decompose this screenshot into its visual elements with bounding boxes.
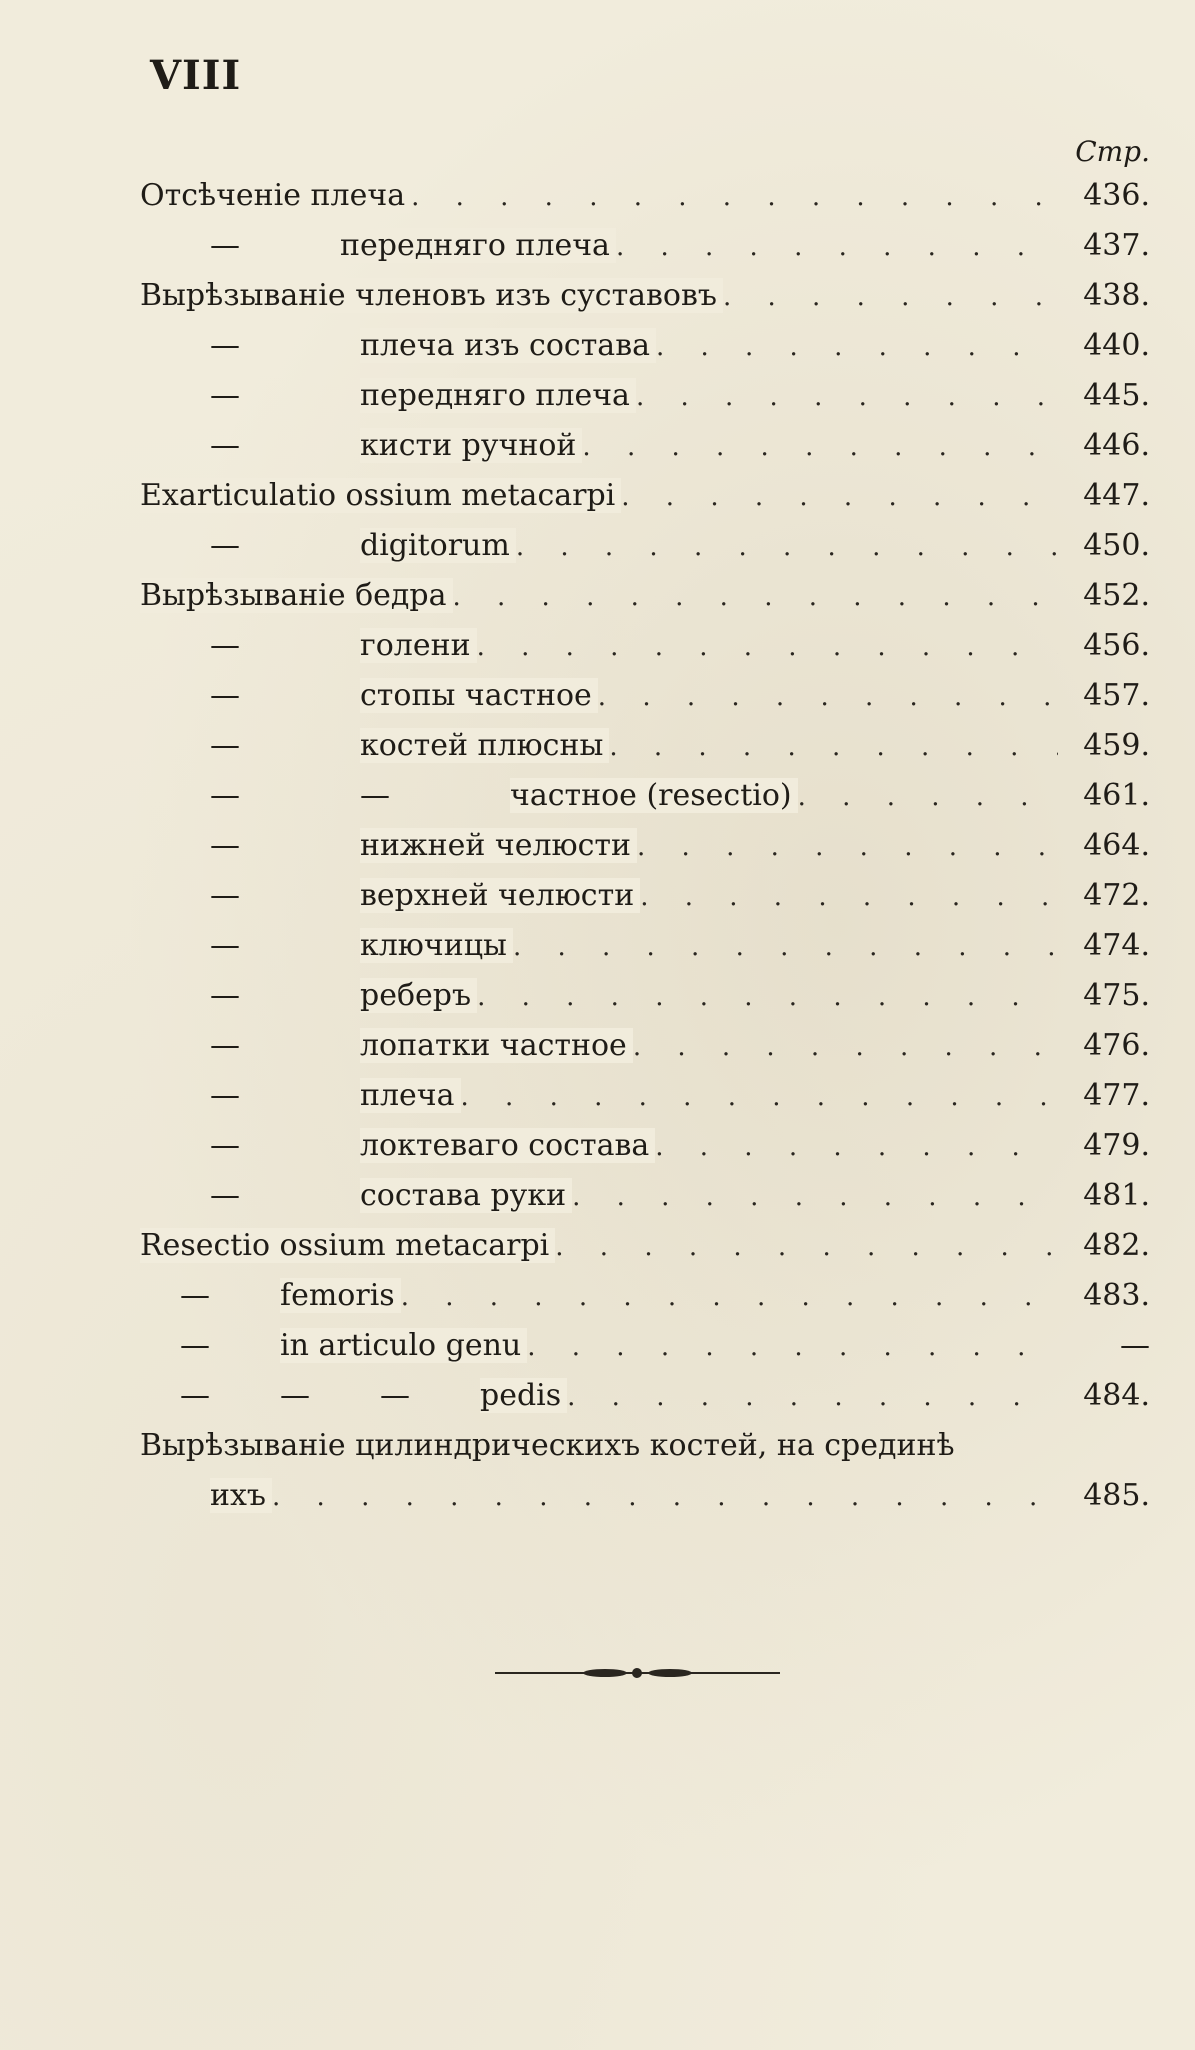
toc-entry-dash: — [180, 1328, 210, 1363]
toc-entry-page: 438. [1083, 278, 1150, 313]
toc-entry-dash: — [210, 878, 240, 913]
toc-entry-dash: — [210, 1128, 240, 1163]
toc-entry-title: pedis [480, 1378, 567, 1413]
toc-entry-dash: — [210, 1078, 240, 1113]
toc-entry-page: 461. [1083, 778, 1150, 813]
toc-entry-dash: — [210, 778, 240, 813]
toc-entry-dash: — [210, 328, 240, 363]
dot-leader [555, 1232, 1058, 1262]
toc-entry-title-line2: ихъ [210, 1478, 272, 1513]
toc-entry [140, 1028, 1150, 1078]
toc-entry [140, 478, 1150, 528]
toc-entry-title: Вырѣзываніе бедра [140, 578, 453, 613]
toc-entry [140, 678, 1150, 728]
toc-entry-page: 472. [1083, 878, 1150, 913]
toc-entry-title: digitorum [360, 528, 516, 563]
toc-entry-title: лопатки частное [360, 1028, 633, 1063]
toc-entry-title-line1: Вырѣзываніе цилиндрическихъ костей, на срединѣ [140, 1428, 955, 1463]
toc-entry-page: 477. [1083, 1078, 1150, 1113]
dot-leader [477, 632, 1058, 662]
toc-entry-dash: — [210, 228, 240, 263]
toc-entry [140, 778, 1150, 828]
toc-entry [140, 278, 1150, 328]
toc-entry-page: 459. [1083, 728, 1150, 763]
dot-leader [567, 1382, 1058, 1412]
toc-entry [140, 878, 1150, 928]
toc-entry-page: 457. [1083, 678, 1150, 713]
toc-entry [140, 828, 1150, 878]
toc-entry-title: костей плюсны [360, 728, 609, 763]
page-number: VIII [150, 52, 242, 99]
dot-leader [572, 1182, 1058, 1212]
toc-entry-page: 484. [1083, 1378, 1150, 1413]
toc-entry [140, 1178, 1150, 1228]
toc-entry-dash: — [210, 828, 240, 863]
dot-leader [272, 1482, 1058, 1512]
toc-entry [140, 428, 1150, 478]
toc-entry-dash: — [210, 978, 240, 1013]
toc-entry [140, 1378, 1150, 1428]
toc-entry-page: 447. [1083, 478, 1150, 513]
dot-leader [656, 332, 1058, 362]
toc-entry [140, 628, 1150, 678]
toc-entry-title: реберъ [360, 978, 477, 1013]
toc-entry-title: передняго плеча [360, 378, 636, 413]
toc-entry-page: 450. [1083, 528, 1150, 563]
toc-entry [140, 1128, 1150, 1178]
toc-entry-page: 483. [1083, 1278, 1150, 1313]
toc-entry-title: femoris [280, 1278, 401, 1313]
toc-entry-title: Вырѣзываніе членовъ изъ суставовъ [140, 278, 723, 313]
dot-leader [461, 1082, 1058, 1112]
toc-entry-page: — [1120, 1328, 1150, 1363]
toc-entry [140, 578, 1150, 628]
dot-leader [453, 582, 1059, 612]
toc-entry-title: верхней челюсти [360, 878, 640, 913]
toc-entry [140, 978, 1150, 1028]
toc-entry-dash: — [210, 1028, 240, 1063]
dot-leader [582, 432, 1058, 462]
toc-entry [140, 528, 1150, 578]
toc-entry-dash: — [210, 1178, 240, 1213]
dot-leader [598, 682, 1058, 712]
toc-entry-page: 482. [1083, 1228, 1150, 1263]
toc-entry-title: кисти ручной [360, 428, 582, 463]
dot-leader [621, 482, 1058, 512]
toc-entry-dash: — [210, 378, 240, 413]
toc-entry-title: Resectio ossium metacarpi [140, 1228, 555, 1263]
dot-leader [401, 1282, 1058, 1312]
toc-entry-title: in articulo genu [280, 1328, 527, 1363]
toc-entry [140, 1078, 1150, 1128]
toc-entry-dash: — [210, 678, 240, 713]
toc-entry-page: 485. [1083, 1478, 1150, 1513]
toc-entry-page: 476. [1083, 1028, 1150, 1063]
toc-entry-page: 464. [1083, 828, 1150, 863]
toc-entry-page: 475. [1083, 978, 1150, 1013]
page-column-heading: Стр. [1075, 135, 1150, 168]
dot-leader [616, 232, 1058, 262]
toc-entry [140, 1328, 1150, 1378]
dot-leader [516, 532, 1058, 562]
toc-entry-title: нижней челюсти [360, 828, 637, 863]
toc-entry-page: 474. [1083, 928, 1150, 963]
toc-entry-dash: — [210, 928, 240, 963]
toc-entry-page: 440. [1083, 328, 1150, 363]
toc-entry-page: 437. [1083, 228, 1150, 263]
toc-entry-page: 479. [1083, 1128, 1150, 1163]
dot-leader [411, 182, 1058, 212]
toc-entry-dash: — [210, 528, 240, 563]
toc-entry [140, 178, 1150, 228]
toc-entry-wrapped-continuation [140, 1478, 1150, 1528]
dot-leader [636, 382, 1058, 412]
toc-entry-page: 445. [1083, 378, 1150, 413]
dot-leader [723, 282, 1058, 312]
toc-entry [140, 928, 1150, 978]
toc-entry-page: 446. [1083, 428, 1150, 463]
toc-entry-title: плеча изъ состава [360, 328, 656, 363]
toc-entry-title: голени [360, 628, 477, 663]
toc-entry [140, 728, 1150, 778]
dot-leader [609, 732, 1058, 762]
toc-entry [140, 1228, 1150, 1278]
ornamental-rule [495, 1667, 780, 1679]
toc-entry-title: ключицы [360, 928, 513, 963]
toc-entry-wrapped [140, 1428, 1150, 1478]
dot-leader [633, 1032, 1058, 1062]
dot-leader [637, 832, 1058, 862]
toc-entry-dash: — [280, 1378, 310, 1413]
toc-entry-page: 452. [1083, 578, 1150, 613]
toc-entry-title: частное (resectio) [510, 778, 798, 813]
toc-entry-dash: — [380, 1378, 410, 1413]
toc-entry [140, 378, 1150, 428]
toc-entry-title: плеча [360, 1078, 461, 1113]
toc-entry-title: Отсѣченіе плеча [140, 178, 411, 213]
dot-leader [655, 1132, 1058, 1162]
dot-leader [477, 982, 1058, 1012]
dot-leader [527, 1332, 1058, 1362]
toc-entry-title: локтеваго состава [360, 1128, 655, 1163]
toc-entry [140, 228, 1150, 278]
toc-entry-title: передняго плеча [340, 228, 616, 263]
toc-entry-dash: — [360, 778, 390, 813]
toc-entry-dash: — [210, 728, 240, 763]
toc-entry-title: стопы частное [360, 678, 598, 713]
table-of-contents [140, 178, 1150, 1528]
toc-entry [140, 1278, 1150, 1328]
toc-entry [140, 328, 1150, 378]
toc-entry-title: состава руки [360, 1178, 572, 1213]
toc-entry-dash: — [180, 1278, 210, 1313]
toc-entry-page: 436. [1083, 178, 1150, 213]
dot-leader [640, 882, 1058, 912]
dot-leader [513, 932, 1058, 962]
toc-entry-dash: — [180, 1378, 210, 1413]
toc-entry-dash: — [210, 628, 240, 663]
toc-entry-title: Exarticulatio ossium metacarpi [140, 478, 621, 513]
toc-entry-page: 456. [1083, 628, 1150, 663]
toc-entry-page: 481. [1083, 1178, 1150, 1213]
dot-leader [798, 782, 1058, 812]
toc-entry-dash: — [210, 428, 240, 463]
